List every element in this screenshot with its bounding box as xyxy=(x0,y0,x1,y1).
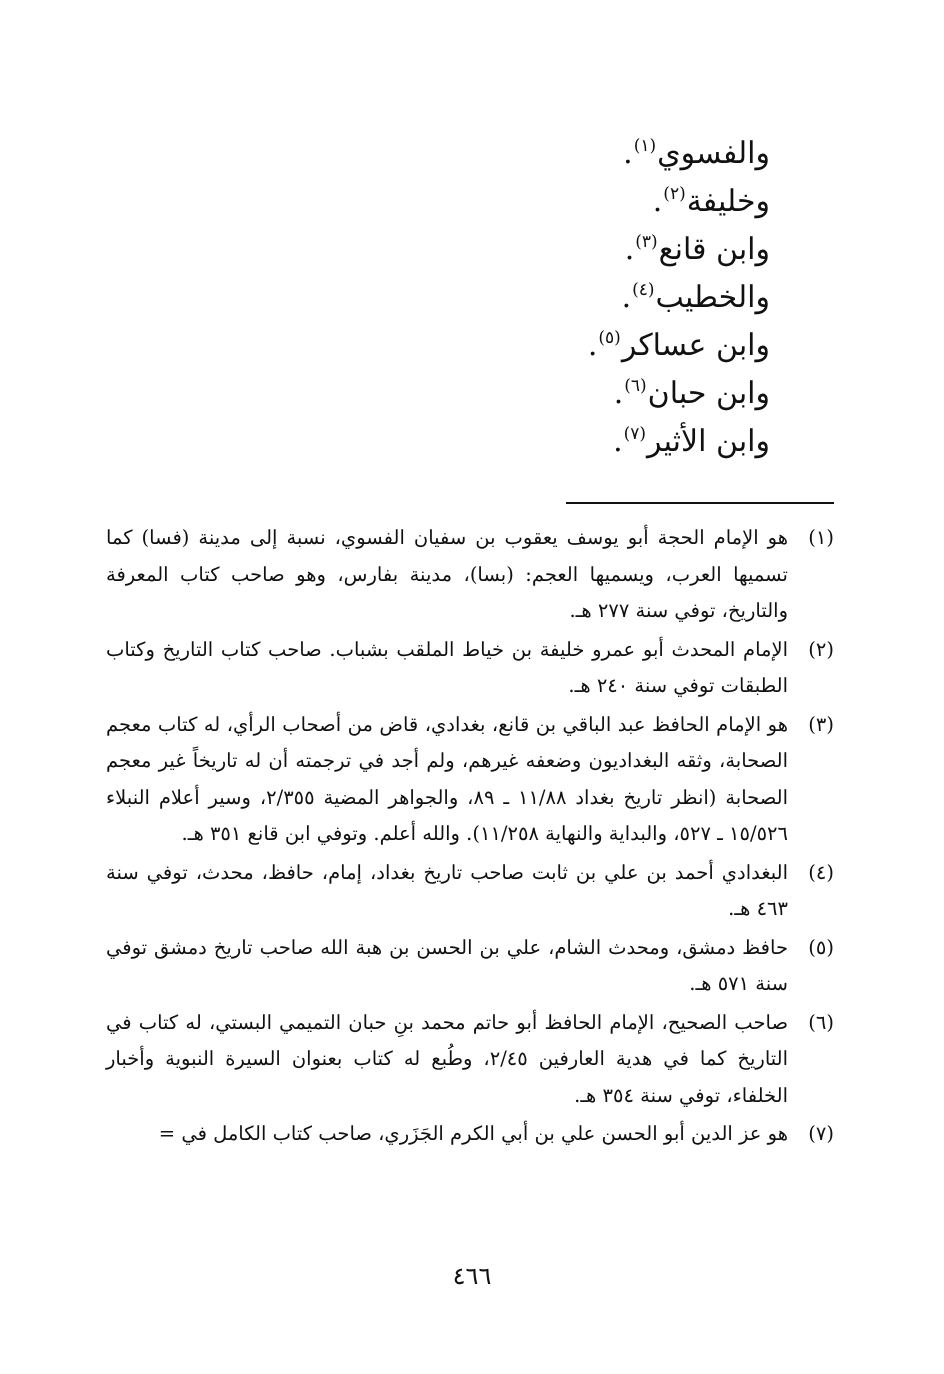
footnote-ref[interactable]: (٧) xyxy=(623,424,647,444)
list-item: والفسوي$^{(١)}$. xyxy=(623,136,770,171)
footnote-text: هو الإمام الحجة أبو يوسف يعقوب بن سفيان الفسوي، نسبة إلى مدينة (فسا) كما تسميها العرب، ويسميها العجم: (بسا)، مدينة بفارس، وهو صاحب كتاب المعرفة والتاريخ، توفي سنة ٢٧٧ هـ. xyxy=(106,526,788,622)
list-item: والخطيب$^{(٤)}$. xyxy=(621,280,770,315)
list-item: وخليفة$^{(٢)}$. xyxy=(652,184,770,219)
footnote-ref[interactable]: (٤) xyxy=(632,280,655,300)
page-number: ٤٦٦ xyxy=(452,1262,492,1290)
footnote-number: (١) xyxy=(808,526,834,549)
footnote xyxy=(106,632,834,705)
list-item: وابن قانع$^{(٣)}$. xyxy=(624,232,770,267)
footnote xyxy=(106,1116,834,1153)
footnote-ref[interactable]: (١) xyxy=(633,136,657,156)
list-item: وابن الأثير$^{(٧)}$. xyxy=(613,424,770,459)
footnote-number: (٦) xyxy=(808,1010,834,1034)
footnote xyxy=(106,855,834,928)
footnote-ref[interactable]: (٥) xyxy=(598,328,621,348)
footnote-text: الإمام المحدث أبو عمرو خليفة بن خياط الملقب بشباب. صاحب كتاب التاريخ وكتاب الطبقات توفي سنة ٢٤٠ هـ. xyxy=(106,637,788,697)
footnotes-section xyxy=(106,520,834,1155)
footnote-ref[interactable]: (٦) xyxy=(624,376,647,396)
footnote-number: (٣) xyxy=(808,712,834,736)
footnote xyxy=(106,1005,834,1115)
list-item: وابن حبان$^{(٦)}$. xyxy=(613,376,770,411)
footnote xyxy=(106,520,834,630)
footnote-text: هو عز الدين أبو الحسن علي بن أبي الكرم الجَزَري، صاحب كتاب الكامل في = xyxy=(158,1122,788,1145)
footnote-number: (٢) xyxy=(808,637,834,661)
list-item: وابن عساكر$^{(٥)}$. xyxy=(587,328,770,363)
footnote-text: البغدادي أحمد بن علي بن ثابت صاحب تاريخ بغداد، إمام، حافظ، محدث، توفي سنة ٤٦٣ هـ. xyxy=(106,860,788,920)
footnote xyxy=(106,707,834,853)
historians-list xyxy=(588,122,770,458)
footnote-ref[interactable]: (٢) xyxy=(663,184,686,204)
footnote-number: (٥) xyxy=(808,935,834,959)
footnote-ref[interactable]: (٣) xyxy=(635,232,658,252)
footnote-number: (٧) xyxy=(808,1122,834,1145)
footnote-number: (٤) xyxy=(808,860,834,884)
footnote xyxy=(106,930,834,1003)
footnote-text: هو الإمام الحافظ عبد الباقي بن قانع، بغدادي، قاض من أصحاب الرأي، له كتاب معجم الصحابة، وثقه البغداديون وضعفه غيرهم، ولم أجد في ترجمته أن له تاريخاً غير معجم الصحابة (انظر تاريخ بغداد ١١/٨٨ ـ ٨٩، والجواهر المضية ٢/٣٥٥، وسير أعلام النبلاء ١٥/٥٢٦ ـ ٥٢٧، والبداية والنهاية ١١/٢٥٨). والله أعلم. وتوفي ابن قانع ٣٥١ هـ. xyxy=(106,712,788,845)
footnote-text: حافظ دمشق، ومحدث الشام، علي بن الحسن بن هبة الله صاحب تاريخ دمشق توفي سنة ٥٧١ هـ. xyxy=(106,935,788,995)
footnote-text: صاحب الصحيح، الإمام الحافظ أبو حاتم محمد بنِ حبان التميمي البستي، له كتاب في التاريخ كما في هدية العارفين ٢/٤٥، وطُبع له كتاب بعنوان السيرة النبوية وأخبار الخلفاء، توفي سنة ٣٥٤ هـ. xyxy=(106,1010,789,1107)
footnote-separator xyxy=(566,502,834,504)
